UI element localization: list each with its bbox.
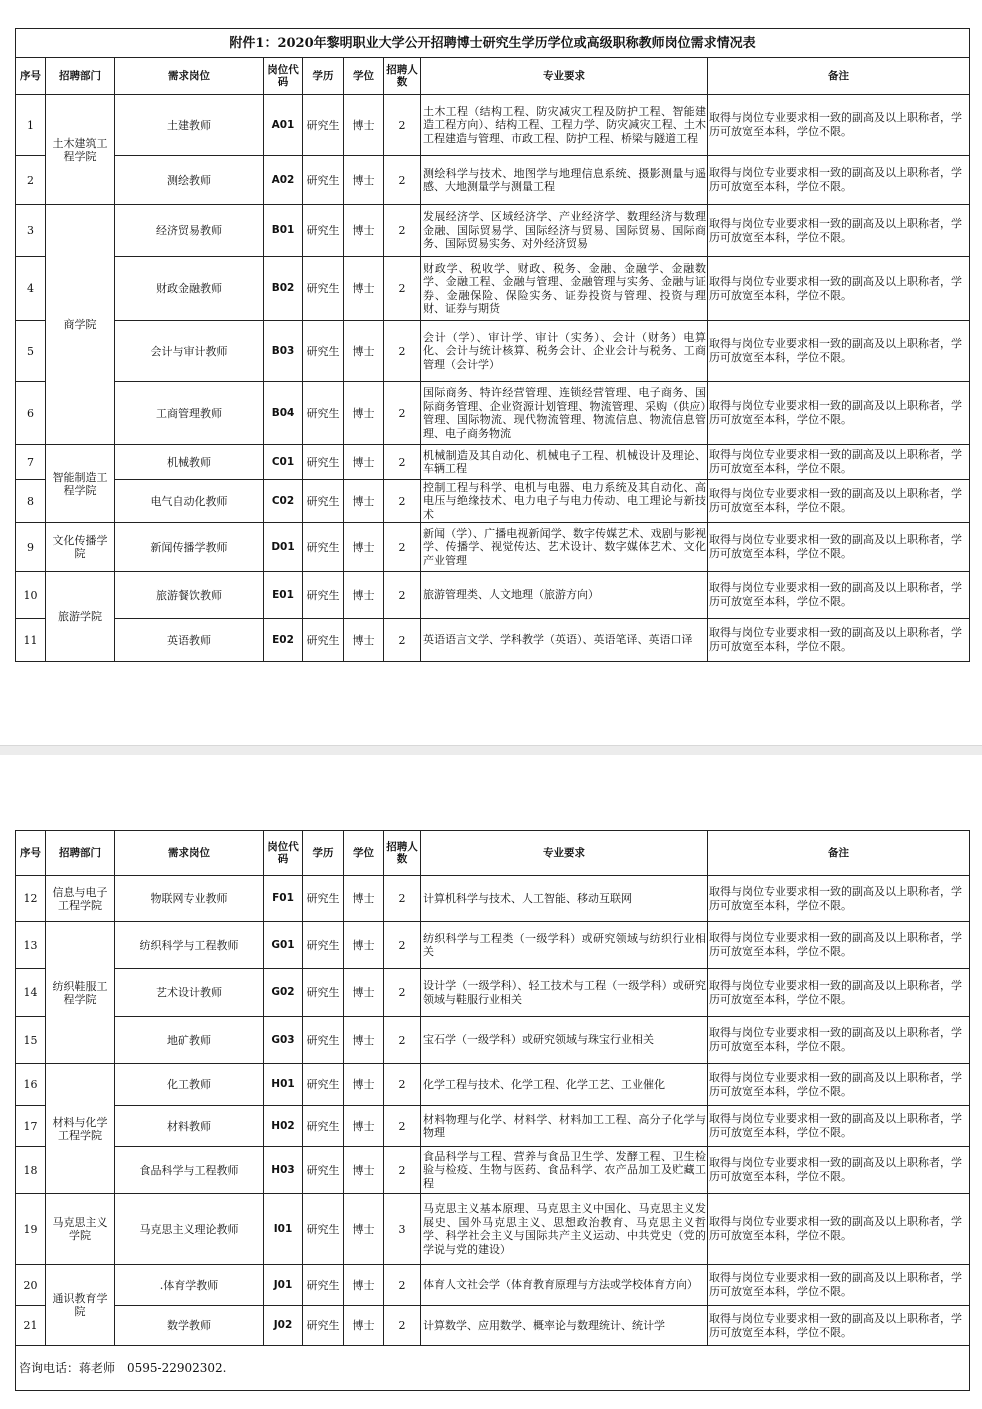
remarks: 取得与岗位专业要求相一致的副高及以上职称者，学历可放宽至本科，学位不限。 (708, 205, 970, 257)
department: 商学院 (46, 205, 115, 445)
degree: 博士 (344, 156, 384, 205)
major-requirements: 会计（学）、审计学、审计（实务）、会计（财务）电算化、会计与统计核算、税务会计、企业会计与税务、工商管理（会计学） (421, 321, 708, 382)
degree: 博士 (344, 1194, 384, 1265)
education: 研究生 (303, 1147, 344, 1194)
education: 研究生 (303, 922, 344, 969)
table-row (16, 523, 970, 572)
position-code: D01 (264, 523, 303, 572)
position: 纺织科学与工程教师 (115, 922, 264, 969)
table-row (16, 382, 970, 445)
education: 研究生 (303, 572, 344, 619)
education: 研究生 (303, 1017, 344, 1064)
column-header: 备注 (708, 831, 970, 876)
position-code: G01 (264, 922, 303, 969)
major-requirements: 测绘科学与技术、地图学与地理信息系统、摄影测量与遥感、大地测量学与测量工程 (421, 156, 708, 205)
row-number: 9 (16, 523, 46, 572)
education: 研究生 (303, 257, 344, 321)
position-code: B04 (264, 382, 303, 445)
headcount: 2 (384, 1306, 421, 1346)
position: 测绘教师 (115, 156, 264, 205)
job-table-page-1 (15, 28, 970, 662)
position: 旅游餐饮教师 (115, 572, 264, 619)
table-row (16, 257, 970, 321)
position: 食品科学与工程教师 (115, 1147, 264, 1194)
column-header: 学位 (344, 831, 384, 876)
position-code: I01 (264, 1194, 303, 1265)
column-header: 备注 (708, 58, 970, 95)
education: 研究生 (303, 969, 344, 1017)
major-requirements: 马克思主义基本原理、马克思主义中国化、马克思主义发展史、国外马克思主义、思想政治教育、马克思主义哲学、科学社会主义与国际共产主义运动、中共党史（党的学说与党的建设） (421, 1194, 708, 1265)
major-requirements: 发展经济学、区域经济学、产业经济学、数理经济与数理金融、国际贸易学、国际经济与贸易、国际贸易、国际商务、国际贸易实务、对外经济贸易 (421, 205, 708, 257)
major-requirements: 体育人文社会学（体育教育原理与方法或学校体育方向） (421, 1265, 708, 1306)
education: 研究生 (303, 876, 344, 922)
table-row (16, 876, 970, 922)
row-number: 4 (16, 257, 46, 321)
column-header: 需求岗位 (115, 58, 264, 95)
row-number: 20 (16, 1265, 46, 1306)
major-requirements: 食品科学与工程、营养与食品卫生学、发酵工程、卫生检验与检疫、生物与医药、食品科学、农产品加工及贮藏工程 (421, 1147, 708, 1194)
education: 研究生 (303, 1106, 344, 1147)
table-row (16, 1306, 970, 1346)
headcount: 2 (384, 445, 421, 480)
position: 新闻传播学教师 (115, 523, 264, 572)
position: 物联网专业教师 (115, 876, 264, 922)
department: 土木建筑工程学院 (46, 95, 115, 205)
position-code: G03 (264, 1017, 303, 1064)
position: 工商管理教师 (115, 382, 264, 445)
column-header: 序号 (16, 831, 46, 876)
degree: 博士 (344, 205, 384, 257)
degree: 博士 (344, 572, 384, 619)
position-code: H02 (264, 1106, 303, 1147)
education: 研究生 (303, 1306, 344, 1346)
position: 经济贸易教师 (115, 205, 264, 257)
position-code: B01 (264, 205, 303, 257)
degree: 博士 (344, 1064, 384, 1106)
position-code: H01 (264, 1064, 303, 1106)
column-header: 专业要求 (421, 58, 708, 95)
table-row (16, 1194, 970, 1265)
row-number: 3 (16, 205, 46, 257)
degree: 博士 (344, 1265, 384, 1306)
position: 化工教师 (115, 1064, 264, 1106)
headcount: 2 (384, 480, 421, 523)
position-code: H03 (264, 1147, 303, 1194)
headcount: 2 (384, 876, 421, 922)
headcount: 2 (384, 1064, 421, 1106)
row-number: 13 (16, 922, 46, 969)
table-row (16, 1147, 970, 1194)
position: 机械教师 (115, 445, 264, 480)
table-row (16, 480, 970, 523)
department: 文化传播学院 (46, 523, 115, 572)
position: 马克思主义理论教师 (115, 1194, 264, 1265)
headcount: 2 (384, 1017, 421, 1064)
column-header: 学历 (303, 58, 344, 95)
department: 旅游学院 (46, 572, 115, 662)
major-requirements: 控制工程与科学、电机与电器、电力系统及其自动化、高电压与绝缘技术、电力电子与电力传动、电工理论与新技术 (421, 480, 708, 523)
remarks: 取得与岗位专业要求相一致的副高及以上职称者，学历可放宽至本科，学位不限。 (708, 1017, 970, 1064)
position: 材料教师 (115, 1106, 264, 1147)
row-number: 14 (16, 969, 46, 1017)
table-row (16, 922, 970, 969)
table-title: 附件1：2020年黎明职业大学公开招聘博士研究生学历学位或高级职称教师岗位需求情况表 (16, 29, 970, 58)
column-header: 招聘部门 (46, 831, 115, 876)
degree: 博士 (344, 480, 384, 523)
table-row (16, 1106, 970, 1147)
major-requirements: 旅游管理类、人文地理（旅游方向） (421, 572, 708, 619)
degree: 博士 (344, 1106, 384, 1147)
headcount: 2 (384, 1147, 421, 1194)
degree: 博士 (344, 95, 384, 156)
position-code: A02 (264, 156, 303, 205)
position: 电气自动化教师 (115, 480, 264, 523)
headcount: 2 (384, 922, 421, 969)
row-number: 5 (16, 321, 46, 382)
row-number: 19 (16, 1194, 46, 1265)
remarks: 取得与岗位专业要求相一致的副高及以上职称者，学历可放宽至本科，学位不限。 (708, 1147, 970, 1194)
remarks: 取得与岗位专业要求相一致的副高及以上职称者，学历可放宽至本科，学位不限。 (708, 321, 970, 382)
table-row (16, 572, 970, 619)
remarks: 取得与岗位专业要求相一致的副高及以上职称者，学历可放宽至本科，学位不限。 (708, 969, 970, 1017)
row-number: 1 (16, 95, 46, 156)
row-number: 11 (16, 619, 46, 662)
position-code: J01 (264, 1265, 303, 1306)
column-header: 需求岗位 (115, 831, 264, 876)
remarks: 取得与岗位专业要求相一致的副高及以上职称者，学历可放宽至本科，学位不限。 (708, 1194, 970, 1265)
position-code: G02 (264, 969, 303, 1017)
table-row (16, 619, 970, 662)
remarks: 取得与岗位专业要求相一致的副高及以上职称者，学历可放宽至本科，学位不限。 (708, 523, 970, 572)
headcount: 2 (384, 572, 421, 619)
column-header: 学历 (303, 831, 344, 876)
column-header: 专业要求 (421, 831, 708, 876)
column-header: 招聘人数 (384, 58, 421, 95)
degree: 博士 (344, 619, 384, 662)
major-requirements: 财政学、税收学、财政、税务、金融、金融学、金融数学、金融工程、金融与管理、金融管理与实务、金融与证券、金融保险、保险实务、证券投资与管理、投资与理财、证券与期货 (421, 257, 708, 321)
remarks: 取得与岗位专业要求相一致的副高及以上职称者，学历可放宽至本科，学位不限。 (708, 922, 970, 969)
row-number: 16 (16, 1064, 46, 1106)
position: 土建教师 (115, 95, 264, 156)
header-row (16, 831, 970, 876)
header-row (16, 58, 970, 95)
major-requirements: 纺织科学与工程类（一级学科）或研究领域与纺织行业相关 (421, 922, 708, 969)
row-number: 10 (16, 572, 46, 619)
education: 研究生 (303, 480, 344, 523)
table-row (16, 95, 970, 156)
row-number: 18 (16, 1147, 46, 1194)
degree: 博士 (344, 523, 384, 572)
column-header: 序号 (16, 58, 46, 95)
headcount: 2 (384, 156, 421, 205)
headcount: 2 (384, 1106, 421, 1147)
position-code: C01 (264, 445, 303, 480)
column-header: 岗位代码 (264, 58, 303, 95)
remarks: 取得与岗位专业要求相一致的副高及以上职称者，学历可放宽至本科，学位不限。 (708, 1064, 970, 1106)
education: 研究生 (303, 619, 344, 662)
position: 艺术设计教师 (115, 969, 264, 1017)
remarks: 取得与岗位专业要求相一致的副高及以上职称者，学历可放宽至本科，学位不限。 (708, 1306, 970, 1346)
major-requirements: 宝石学（一级学科）或研究领域与珠宝行业相关 (421, 1017, 708, 1064)
column-header: 岗位代码 (264, 831, 303, 876)
position-code: B03 (264, 321, 303, 382)
education: 研究生 (303, 156, 344, 205)
remarks: 取得与岗位专业要求相一致的副高及以上职称者，学历可放宽至本科，学位不限。 (708, 382, 970, 445)
remarks: 取得与岗位专业要求相一致的副高及以上职称者，学历可放宽至本科，学位不限。 (708, 445, 970, 480)
department: 智能制造工程学院 (46, 445, 115, 523)
degree: 博士 (344, 445, 384, 480)
headcount: 2 (384, 969, 421, 1017)
row-number: 15 (16, 1017, 46, 1064)
degree: 博士 (344, 922, 384, 969)
headcount: 3 (384, 1194, 421, 1265)
table-row (16, 205, 970, 257)
position-code: F01 (264, 876, 303, 922)
degree: 博士 (344, 969, 384, 1017)
remarks: 取得与岗位专业要求相一致的副高及以上职称者，学历可放宽至本科，学位不限。 (708, 156, 970, 205)
department: 纺织鞋服工程学院 (46, 922, 115, 1064)
remarks: 取得与岗位专业要求相一致的副高及以上职称者，学历可放宽至本科，学位不限。 (708, 876, 970, 922)
department: 马克思主义学院 (46, 1194, 115, 1265)
degree: 博士 (344, 382, 384, 445)
position-code: E01 (264, 572, 303, 619)
position: 英语教师 (115, 619, 264, 662)
column-header: 学位 (344, 58, 384, 95)
headcount: 2 (384, 1265, 421, 1306)
education: 研究生 (303, 445, 344, 480)
department: 通识教育学院 (46, 1265, 115, 1346)
degree: 博士 (344, 321, 384, 382)
degree: 博士 (344, 257, 384, 321)
major-requirements: 计算机科学与技术、人工智能、移动互联网 (421, 876, 708, 922)
department: 材料与化学工程学院 (46, 1064, 115, 1194)
row-number: 8 (16, 480, 46, 523)
headcount: 2 (384, 619, 421, 662)
position: 财政金融教师 (115, 257, 264, 321)
headcount: 2 (384, 321, 421, 382)
major-requirements: 化学工程与技术、化学工程、化学工艺、工业催化 (421, 1064, 708, 1106)
position: 地矿教师 (115, 1017, 264, 1064)
education: 研究生 (303, 1064, 344, 1106)
education: 研究生 (303, 95, 344, 156)
row-number: 7 (16, 445, 46, 480)
major-requirements: 新闻（学）、广播电视新闻学、数字传媒艺术、戏剧与影视学、传播学、视觉传达、艺术设计、数字媒体艺术、文化产业管理 (421, 523, 708, 572)
education: 研究生 (303, 523, 344, 572)
position-code: J02 (264, 1306, 303, 1346)
column-header: 招聘人数 (384, 831, 421, 876)
position: 数学教师 (115, 1306, 264, 1346)
degree: 博士 (344, 1017, 384, 1064)
headcount: 2 (384, 382, 421, 445)
table-row (16, 156, 970, 205)
major-requirements: 计算数学、应用数学、概率论与数理统计、统计学 (421, 1306, 708, 1346)
remarks: 取得与岗位专业要求相一致的副高及以上职称者，学历可放宽至本科，学位不限。 (708, 572, 970, 619)
education: 研究生 (303, 1265, 344, 1306)
table-row (16, 321, 970, 382)
remarks: 取得与岗位专业要求相一致的副高及以上职称者，学历可放宽至本科，学位不限。 (708, 1265, 970, 1306)
position-code: B02 (264, 257, 303, 321)
position: 会计与审计教师 (115, 321, 264, 382)
degree: 博士 (344, 876, 384, 922)
education: 研究生 (303, 1194, 344, 1265)
degree: 博士 (344, 1147, 384, 1194)
table-row (16, 1265, 970, 1306)
remarks: 取得与岗位专业要求相一致的副高及以上职称者，学历可放宽至本科，学位不限。 (708, 480, 970, 523)
education: 研究生 (303, 382, 344, 445)
table-row (16, 445, 970, 480)
headcount: 2 (384, 523, 421, 572)
remarks: 取得与岗位专业要求相一致的副高及以上职称者，学历可放宽至本科，学位不限。 (708, 1106, 970, 1147)
major-requirements: 土木工程（结构工程、防灾减灾工程及防护工程、智能建造工程方向）、结构工程、工程力学、防灾减灾工程、土木工程建造与管理、市政工程、防护工程、桥梁与隧道工程 (421, 95, 708, 156)
table-row (16, 1017, 970, 1064)
contact-info: 咨询电话：蒋老师 0595-22902302. (16, 1346, 970, 1391)
education: 研究生 (303, 205, 344, 257)
major-requirements: 设计学（一级学科）、轻工技术与工程（一级学科）或研究领域与鞋服行业相关 (421, 969, 708, 1017)
page-separator (0, 745, 982, 755)
headcount: 2 (384, 95, 421, 156)
position: .体育学教师 (115, 1265, 264, 1306)
table-row (16, 969, 970, 1017)
position-code: A01 (264, 95, 303, 156)
remarks: 取得与岗位专业要求相一致的副高及以上职称者，学历可放宽至本科，学位不限。 (708, 95, 970, 156)
department: 信息与电子工程学院 (46, 876, 115, 922)
degree: 博士 (344, 1306, 384, 1346)
row-number: 12 (16, 876, 46, 922)
remarks: 取得与岗位专业要求相一致的副高及以上职称者，学历可放宽至本科，学位不限。 (708, 257, 970, 321)
major-requirements: 英语语言文学、学科教学（英语）、英语笔译、英语口译 (421, 619, 708, 662)
major-requirements: 机械制造及其自动化、机械电子工程、机械设计及理论、车辆工程 (421, 445, 708, 480)
table-row (16, 1064, 970, 1106)
major-requirements: 材料物理与化学、材料学、材料加工工程、高分子化学与物理 (421, 1106, 708, 1147)
row-number: 2 (16, 156, 46, 205)
row-number: 17 (16, 1106, 46, 1147)
headcount: 2 (384, 257, 421, 321)
position-code: C02 (264, 480, 303, 523)
column-header: 招聘部门 (46, 58, 115, 95)
education: 研究生 (303, 321, 344, 382)
position-code: E02 (264, 619, 303, 662)
major-requirements: 国际商务、特许经营管理、连锁经营管理、电子商务、国际商务管理、企业资源计划管理、物流管理、采购（供应）管理、国际物流、现代物流管理、物流信息、物流信息管理、电子商务物流 (421, 382, 708, 445)
row-number: 21 (16, 1306, 46, 1346)
job-table-page-2 (15, 830, 970, 1391)
headcount: 2 (384, 205, 421, 257)
row-number: 6 (16, 382, 46, 445)
remarks: 取得与岗位专业要求相一致的副高及以上职称者，学历可放宽至本科，学位不限。 (708, 619, 970, 662)
